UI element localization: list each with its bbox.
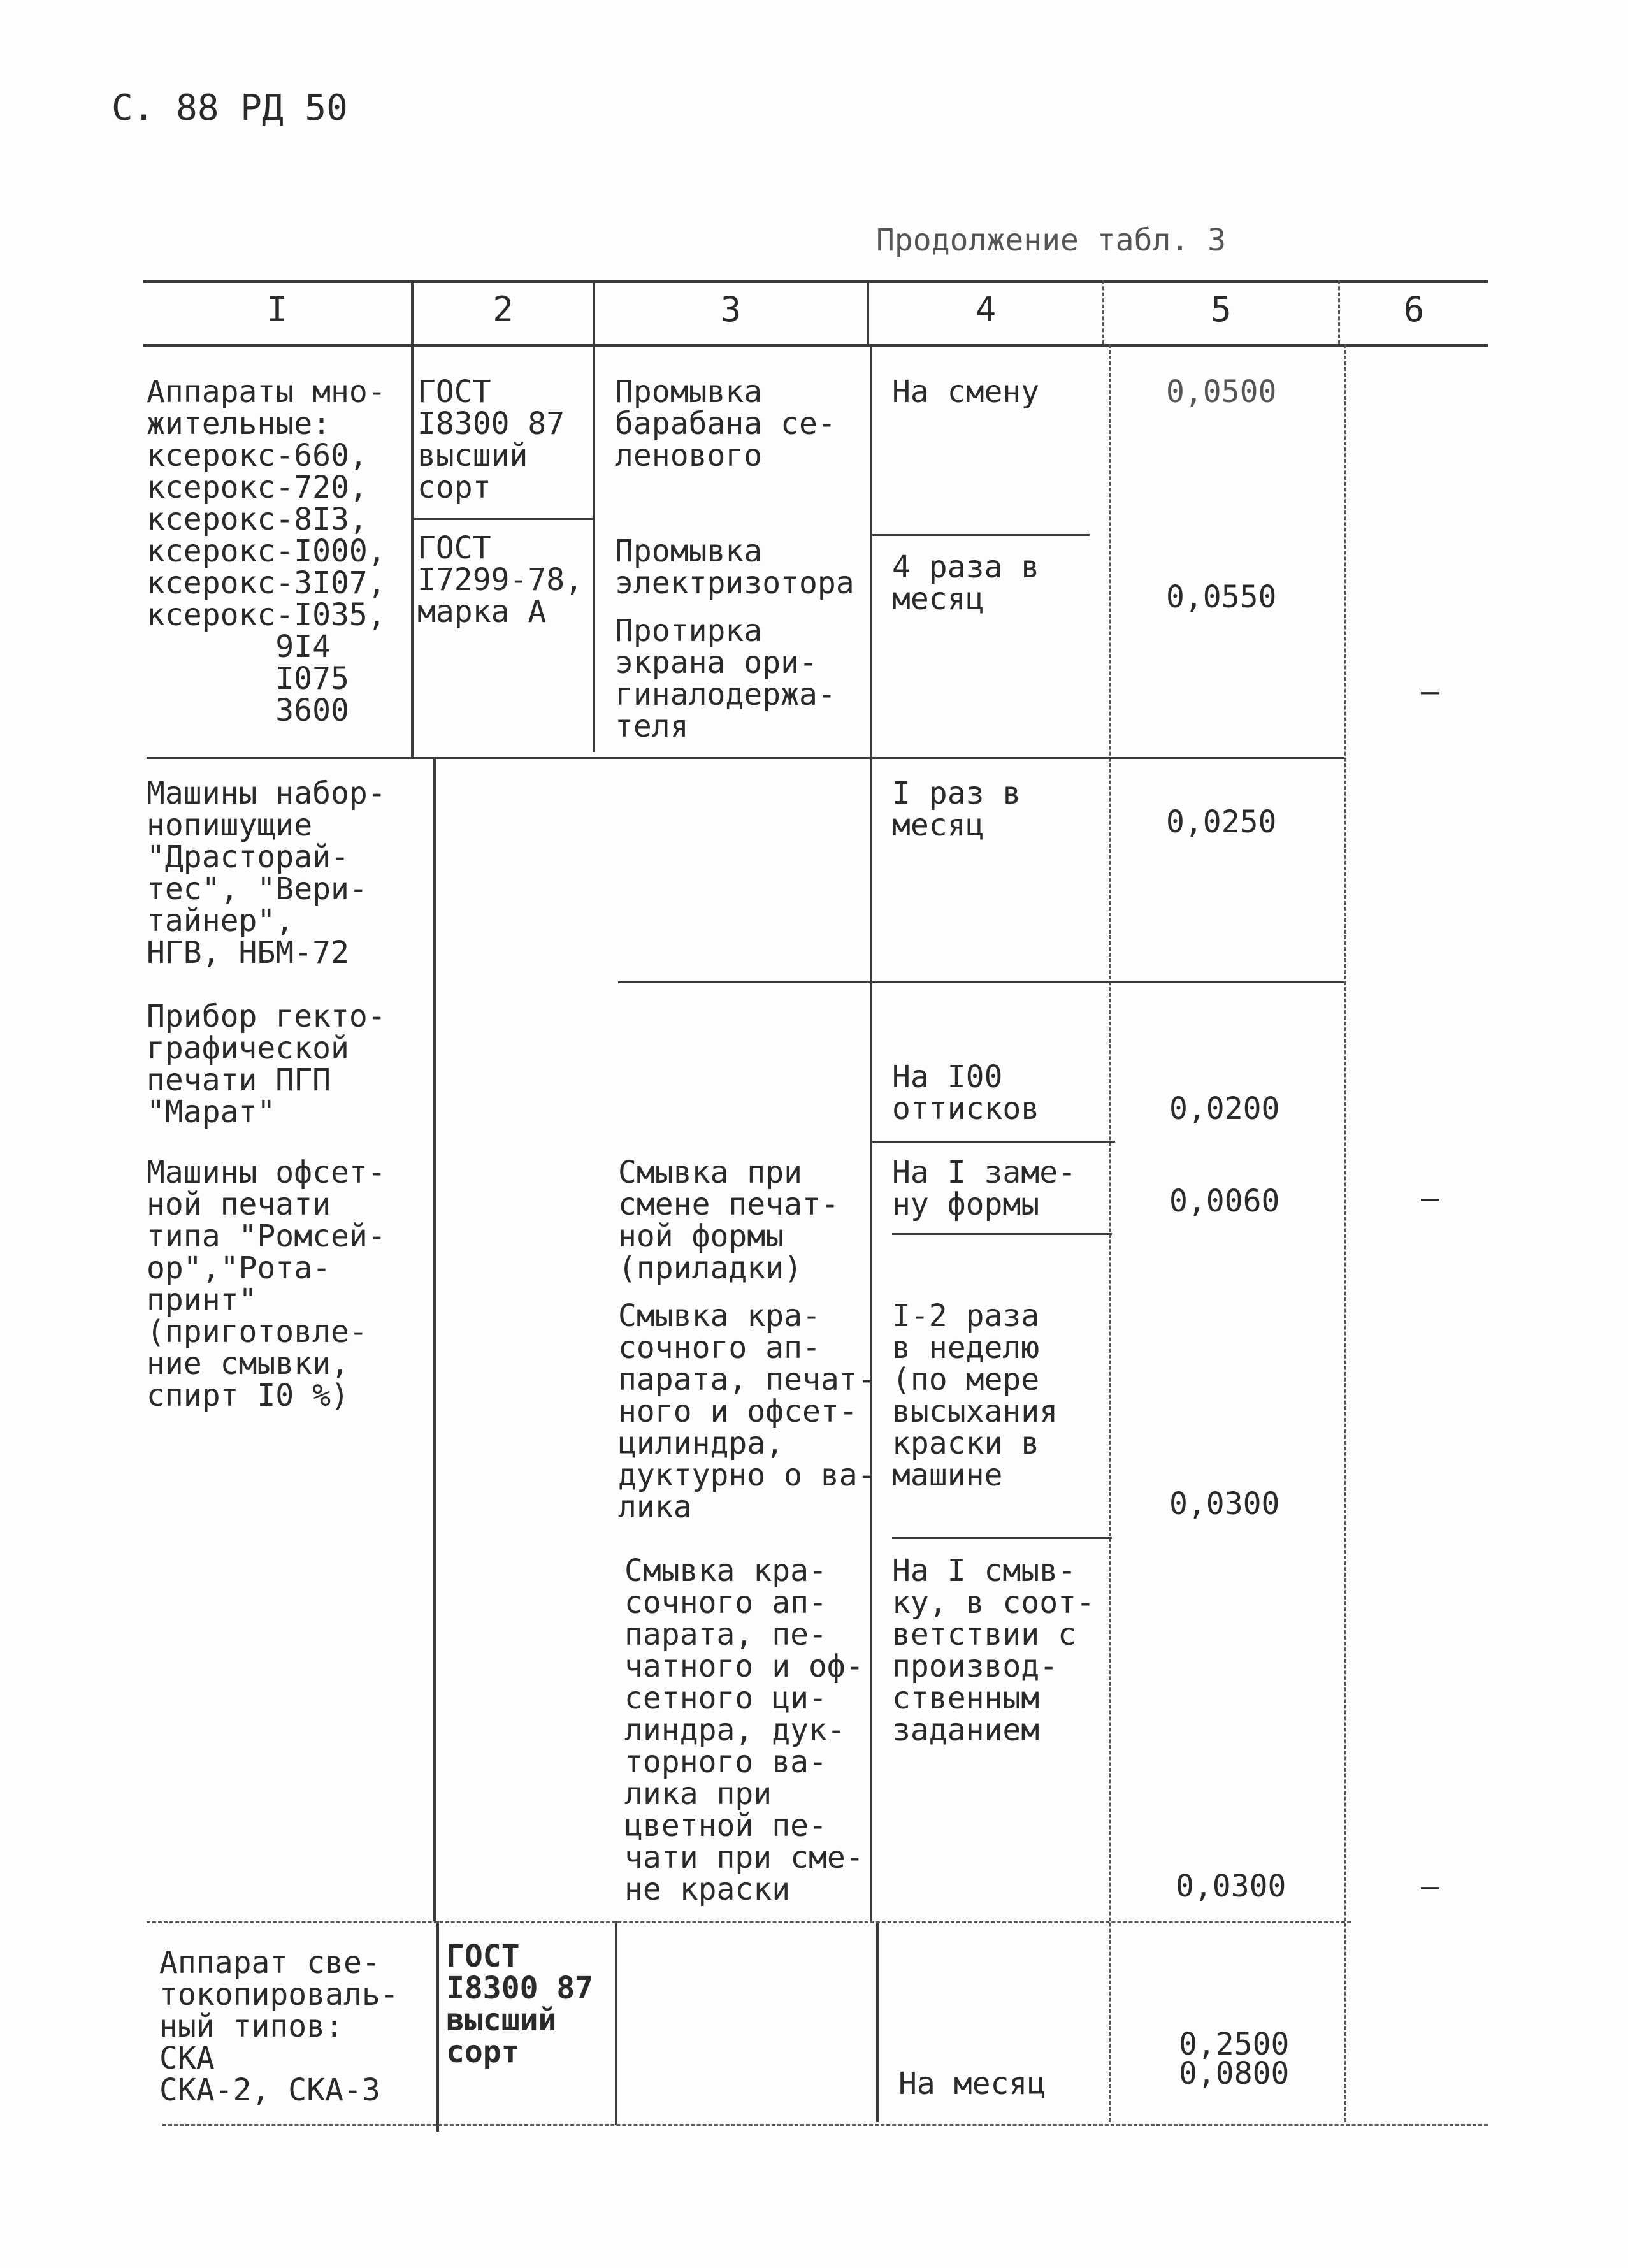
cell-standard: ГОСТ I8300 87 высший сорт [446,1939,594,2070]
cell-operation: Промывка электризотора [615,533,854,601]
cell-equipment: Прибор гекто- графической печати ПГП "Марат" [147,999,386,1130]
cell-equipment: Аппарат све- токопироваль- ный типов: СКА СКА-2, СКА-3 [159,1945,399,2108]
cell-frequency: I раз в месяц [892,776,1021,843]
cell-operation: Смывка кра- сочного ап- парата, пе- чатного и оф- сетного ци- линдра, дук- торного ва- лика при цветной пе- чати при сме- не краски [624,1553,864,1907]
row-rule [147,757,1344,759]
cell-frequency: На месяц [898,2066,1046,2102]
column-divider [411,344,414,758]
cell-rule [414,518,593,520]
column-divider [436,1921,439,2132]
table-bottom-rule [162,2124,1488,2128]
table-top-rule [143,280,1488,283]
cell-norm: 0,0550 [1166,579,1277,615]
column-divider [876,1921,879,2122]
cell-rule [870,1141,1115,1143]
row-rule [147,1921,1351,1925]
column-header-1: I [266,289,288,329]
column-header-5: 5 [1211,289,1232,329]
column-divider [615,1921,617,2125]
cell-standard: ГОСТ I8300 87 высший сорт [417,374,565,505]
cell-operation: Смывка при смене печат- ной формы (приладки) [618,1155,839,1286]
cell-norm: 0,0060 [1169,1183,1280,1219]
cell-norm: 0,2500 0,0800 [1179,2026,1290,2091]
cell-frequency: I-2 раза в неделю (по мере высыхания краски в машине [892,1298,1058,1493]
cell-note: — [1421,674,1439,709]
column-header-4: 4 [975,289,997,329]
table-continuation-label: Продолжение табл. 3 [876,222,1227,258]
cell-note: — [1421,1868,1439,1904]
column-divider [870,344,872,1921]
cell-equipment: Аппараты мно- жительные: ксерокс-660, ксерокс-720, ксерокс-8I3, ксерокс-I000, ксерокс-3I07, ксерокс-I035, 9I4 I075 3600 [147,374,386,728]
cell-norm: 0,0300 [1169,1486,1280,1522]
cell-rule [892,1233,1112,1235]
cell-frequency: На смену [892,374,1040,410]
cell-rule [870,534,1090,536]
cell-frequency: На I заме- ну формы [892,1155,1076,1222]
cell-frequency: На I00 оттисков [892,1059,1040,1127]
column-divider [593,344,595,752]
cell-operation: Протирка экрана ори- гиналодержа- теля [615,613,836,744]
cell-norm: 0,0250 [1166,804,1277,840]
cell-standard: ГОСТ I7299-78, марка А [417,530,584,630]
cell-norm: 0,0200 [1169,1091,1280,1127]
column-header-2: 2 [493,289,514,329]
column-divider [1344,344,1348,2122]
cell-note: — [1421,1180,1439,1216]
column-header-3: 3 [720,289,742,329]
column-header-6: 6 [1403,289,1425,329]
cell-operation: Смывка кра- сочного ап- парата, печат- ного и офсет- цилиндра, дуктурно о ва- лика [618,1298,876,1525]
cell-operation: Промывка барабана се- ленового [615,374,836,473]
cell-equipment: Машины офсет- ной печати типа "Ромсей- ор","Рота- принт" (приготовле- ние смывки, спирт I0 %) [147,1155,386,1413]
column-divider [433,758,436,1921]
cell-norm: 0,0300 [1176,1868,1286,1904]
cell-rule [892,1537,1112,1539]
cell-frequency: На I смыв- ку, в соот- ветствии с производ- ственным заданием [892,1553,1095,1748]
page-header: С. 88 РД 50 [112,87,348,129]
cell-norm: 0,0500 [1166,374,1277,410]
cell-equipment: Машины набор- нопишущие "Драсторай- тес", "Вери- тайнер", НГВ, НБМ-72 [147,776,386,971]
header-bottom-rule [143,344,1488,347]
cell-frequency: 4 раза в месяц [892,549,1040,617]
row-rule [618,981,1344,983]
